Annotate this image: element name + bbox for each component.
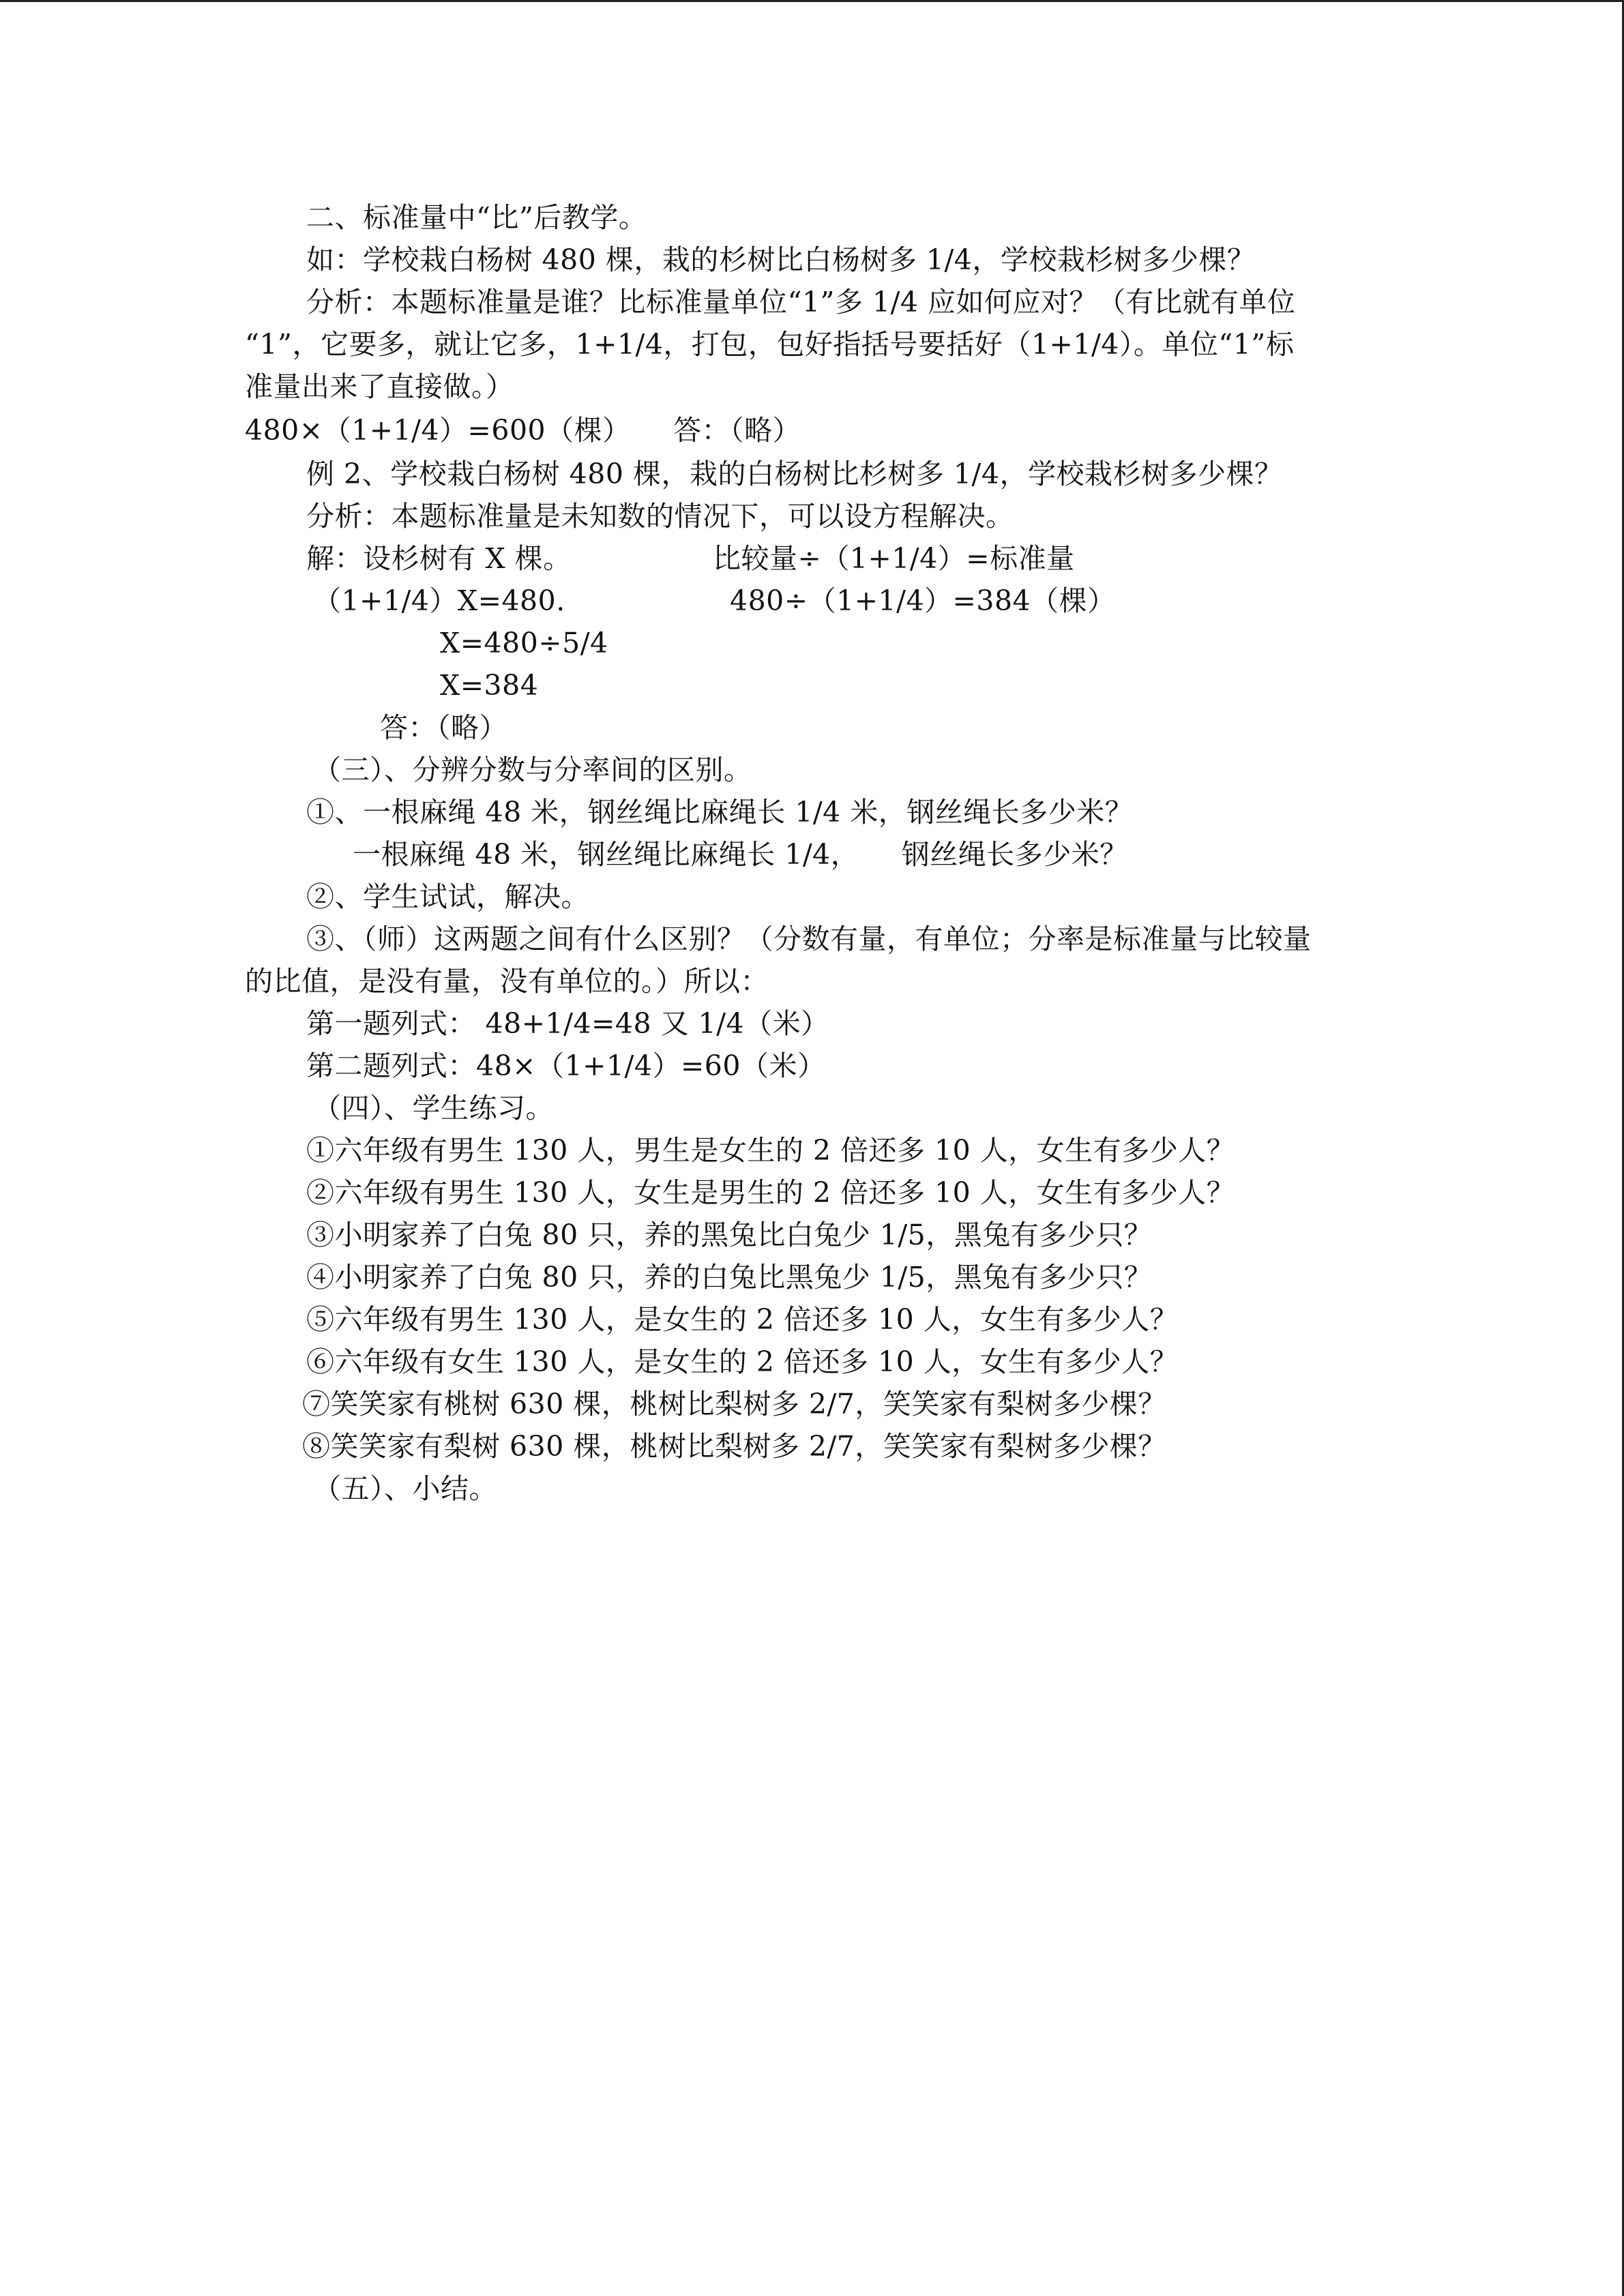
solution-2-formula: 比较量÷（1+1/4）=标准量 [713,542,1075,575]
answer-2: 答：（略） [380,711,507,744]
exercise-5: ⑤六年级有男生 130 人，是女生的 2 倍还多 10 人，女生有多少人？ [306,1303,1179,1336]
item-1-problem-a: ①、一根麻绳 48 米，钢丝绳比麻绳长 1/4 米，钢丝绳长多少米？ [306,796,1134,829]
solution-2-equation: （1+1/4）X=480. [313,584,565,617]
section-heading-2: 二、标准量中“比”后教学。 [306,201,647,234]
second-question-formula: 第二题列式：48×（1+1/4）=60（米） [306,1049,826,1082]
example-1-problem: 如：学校栽白杨树 480 棵，栽的杉树比白杨树多 1/4，学校栽杉树多少棵？ [306,243,1256,276]
analysis-2: 分析：本题标准量是未知数的情况下，可以设方程解决。 [306,500,1014,533]
exercise-1: ①六年级有男生 130 人，男生是女生的 2 倍还多 10 人，女生有多少人？ [306,1134,1235,1167]
section-heading-4: （四）、学生练习。 [313,1092,554,1124]
section-heading-3: （三）、分辨分数与分率间的区别。 [313,754,752,786]
item-3-line-2: 的比值，是没有量，没有单位的。）所以： [245,965,769,998]
solution-2-equation-setup: 解：设杉树有 X 棵。 [306,542,572,575]
solution-2-step: X=480÷5/4 [440,627,608,659]
analysis-1-line-1: 分析：本题标准量是谁？比标准量单位“1”多 1/4 应如何应对？（有比就有单位 [306,286,1296,318]
first-question-formula: 第一题列式： 48+1/4=48 又 1/4（米） [306,1007,829,1040]
section-heading-5: （五）、小结。 [313,1472,497,1505]
exercise-7: ⑦笑笑家有桃树 630 棵，桃树比梨树多 2/7，笑笑家有梨树多少棵？ [302,1388,1166,1420]
analysis-1-line-3: 准量出来了直接做。） [245,370,514,403]
solution-1: 480×（1+1/4）=600（棵） 答：（略） [245,414,801,447]
exercise-3: ③小明家养了白兔 80 只，养的黑兔比白兔少 1/5，黑兔有多少只？ [306,1219,1153,1251]
item-2: ②、学生试试，解决。 [306,880,589,913]
item-3-line-1: ③、（师）这两题之间有什么区别？（分数有量，有单位；分率是标准量与比较量 [306,923,1312,955]
exercise-4: ④小明家养了白兔 80 只，养的白兔比黑兔少 1/5，黑兔有多少只？ [306,1261,1153,1294]
exercise-8: ⑧笑笑家有梨树 630 棵，桃树比梨树多 2/7，笑笑家有梨树多少棵？ [302,1430,1166,1463]
solution-2-arithmetic: 480÷（1+1/4）=384（棵） [730,584,1116,617]
analysis-1-line-2: “1”，它要多，就让它多，1+1/4，打包，包好指括号要括好（1+1/4）。单位“1”标 [245,328,1295,361]
solution-2-result: X=384 [440,669,539,702]
exercise-2: ②六年级有男生 130 人，女生是男生的 2 倍还多 10 人，女生有多少人？ [306,1176,1235,1209]
exercise-6: ⑥六年级有女生 130 人，是女生的 2 倍还多 10 人，女生有多少人？ [306,1345,1179,1378]
example-2-problem: 例 2、学校栽白杨树 480 棵，栽的白杨树比杉树多 1/4，学校栽杉树多少棵？ [306,458,1283,490]
item-1-problem-b: 一根麻绳 48 米，钢丝绳比麻绳长 1/4， 钢丝绳长多少米？ [353,838,1128,871]
